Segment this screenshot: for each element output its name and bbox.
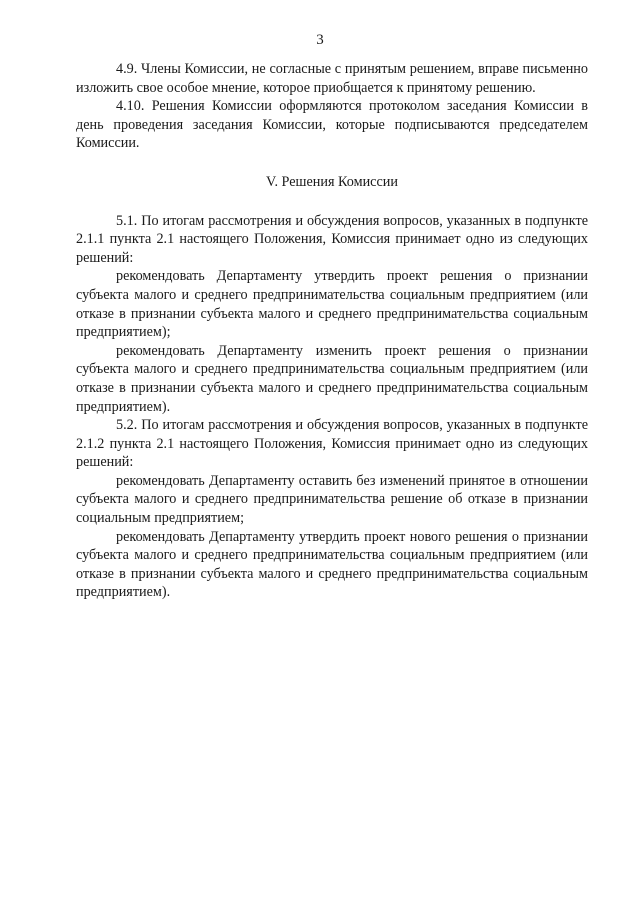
paragraph-5-1: 5.1. По итогам рассмотрения и обсуждения вопросов, указанных в подпункте 2.1.1 пункта 2.1 настоящего Положения, Комиссия принимает одно из следующих решений: [76, 212, 588, 266]
paragraph-5-1-option-2: рекомендовать Департаменту изменить проект решения о признании субъекта малого и среднего предпринимательства социальным предприятием (или отказе в признании субъекта малого и среднего предпринимательства социальным предприятием). [76, 342, 588, 415]
paragraph-4-9: 4.9. Члены Комиссии, не согласные с принятым решением, вправе письменно изложить свое особое мнение, которое приобщается к принятому решению. [76, 61, 588, 96]
page-number: 3 [316, 32, 324, 48]
paragraph-5-1-option-1: рекомендовать Департаменту утвердить проект решения о признании субъекта малого и среднего предпринимательства социальным предприятием (или отказе в признании субъекта малого и среднего предпринимательства социальным предприятием); [76, 268, 588, 341]
paragraph-5-2: 5.2. По итогам рассмотрения и обсуждения вопросов, указанных в подпункте 2.1.2 пункта 2.1 настоящего Положения, Комиссия принимает одно из следующих решений: [76, 417, 588, 471]
paragraph-4-10: 4.10. Решения Комиссии оформляются протоколом заседания Комиссии в день проведения заседания Комиссии, которые подписываются председателем Комиссии. [76, 98, 588, 152]
paragraph-5-2-option-1: рекомендовать Департаменту оставить без изменений принятое в отношении субъекта малого и среднего предпринимательства решение об отказе в признании социальным предприятием; [76, 472, 588, 527]
document-body [76, 60, 588, 602]
section-heading: V. Решения Комиссии [266, 173, 398, 190]
paragraph-5-2-option-2: рекомендовать Департаменту утвердить проект нового решения о признании субъекта малого и среднего предпринимательства социальным предприятием (или отказе в признании субъекта малого и среднего предпринимательства социальным предприятием). [76, 528, 588, 601]
